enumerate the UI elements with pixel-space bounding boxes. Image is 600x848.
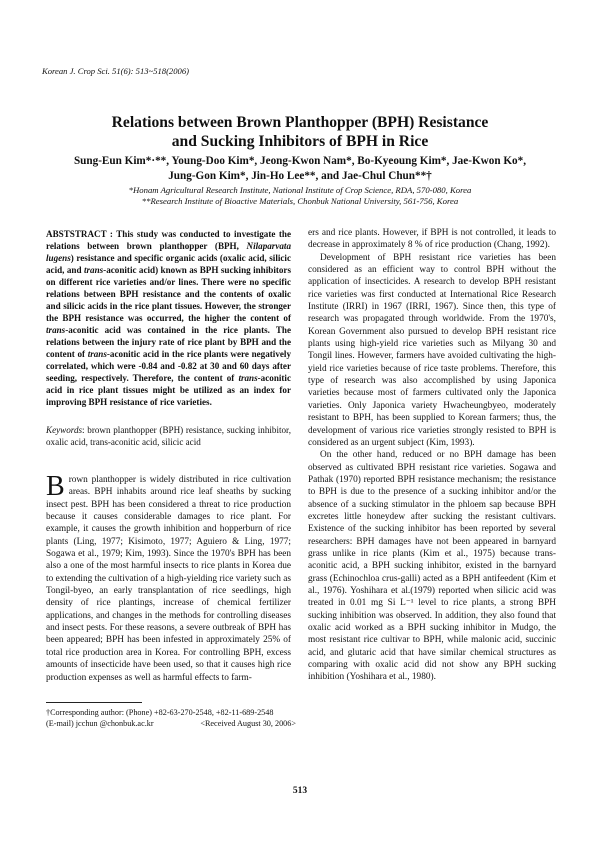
abstract-trans-1: trans: [83, 265, 104, 275]
intro-paragraph: [46, 471, 291, 684]
intro-text: rown planthopper is widely distributed in rice cultivation areas. BPH inhabits around rice leaf sheaths by sucking insect pest. BPH has been considered a threat to rice production because it causes considerable damages to rice plant. For example, it causes the growth inhibition and hopperburn of rice plants (Ling, 1977; Kisimoto, 1977; Aguiero & Ling, 1977; Sogawa et al., 1979; Kim, 1993). Since the 1970's BPH has been also a one of the most harmful insects to rice plants in Korea due to extending the cultivation of a high-yielding rice variety such as Tongil-byeo, an early transplantation of rice seedlings, high density of rice plantings, increase of chemical fertilizer applications, and changes in the methods for controlling diseases and insect pests. For these reasons, a severe outbreak of BPH has been appeared; BPH has been infested in approximately 25% of total rice production area in Korea. For controlling BPH, excess amounts of insecticide have been used, so that it causes high rice production expenses as well as harmful effects to farm-: [46, 475, 291, 683]
authors-line-2: Jung-Gon Kim*, Jin-Ho Lee**, and Jae-Chul Chun**†: [168, 170, 432, 182]
abstract-species-name: Nilaparvata lugens: [46, 241, 291, 263]
abstract-label: ABSTSTRACT :: [46, 229, 113, 239]
intro-column: [46, 471, 291, 684]
affiliations: [40, 185, 560, 207]
abstract-text-5: -aconitic acid in the rice plants were negatively correlated, which were -0.84 and -0.82 at 30 and 60 days after seeding, respectively. Therefore, the content of: [46, 349, 291, 383]
abstract-text-6: -aconitic acid in rice plant tissues might be utilized as an index for improving BPH resistance of rice varieties.: [46, 373, 291, 407]
abstract-trans-2: trans: [46, 325, 66, 335]
journal-header: Korean J. Crop Sci. 51(6): 513~518(2006): [42, 66, 189, 76]
keywords-text: : brown planthopper (BPH) resistance, sucking inhibitor, oxalic acid, trans-aconitic acid, silicic acid: [46, 425, 291, 447]
abstract-trans-4: trans: [238, 373, 258, 383]
footnote-corresponding: †Corresponding author: (Phone) +82-63-270-2548, +82-11-689-2548: [46, 708, 274, 717]
affiliation-2: **Research Institute of Bioactive Materials, Chonbuk National University, 561-756, Korea: [141, 196, 459, 206]
page-number: 513: [292, 786, 308, 796]
drop-cap: B: [46, 471, 65, 502]
right-paragraph-2: Development of BPH resistant rice varieties has been considered as an efficient way to control BPH without the application of insecticides. A research to develop BPH resistant rice varieties was first conducted at International Rice Research Institute (IRRI) in 1967 (IRRI, 1967). Since then, this type of research was propagated through worldwide. From the 1970's, Korean Government also pursued to develop BPH resistant rice plants using high-yield rice varieties such as Milyang 30 and Tongil lines. However, farmers have avoided cultivating the high-yield rice varieties because of rice taste problems. Therefore, this type of research was also accomplished by using Japonica varieties because most of farmers cultivated only the Japonica varieties. Only Japonica variety Hwacheungbyeo, moderately resistant to BPH, has been supplied to Korean farmers; thus, the development of various rice varieties strongly resisted to BPH is considered as an urgent subject (Kim, 1993).: [308, 252, 556, 448]
title-line-2: and Sucking Inhibitors of BPH in Rice: [171, 133, 429, 150]
title-line-1: Relations between Brown Planthopper (BPH) Resistance: [111, 114, 489, 131]
paper-title: [0, 113, 600, 151]
abstract: [46, 228, 291, 408]
footnote-email: (E-mail) jcchun @chonbuk.ac.kr: [46, 719, 154, 728]
affiliation-1: *Honam Agricultural Research Institute, National Institute of Crop Science, RDA, 570-080, Korea: [128, 185, 472, 195]
footnote: [46, 707, 296, 729]
author-list: [40, 154, 560, 184]
abstract-text-1: This study was conducted to investigate the relations between brown planthopper (BPH,: [46, 229, 291, 251]
abstract-trans-3: trans: [87, 349, 107, 359]
right-paragraph-3: On the other hand, reduced or no BPH damage has been observed as cultivated BPH resistant rice varieties. Sogawa and Pathak (1970) reported BPH resistance mechanism; the resistance to BPH is due to the presence of a sucking inhibitor and/or the absence of a sucking stimulator in the phloem sap because BPH excretes little honeydew after sucking the resistant cultivars. Existence of the sucking inhibitor has been reported by several researchers: BPH damages have not been appeared in barnyard grass unlike in rice plants (Kim et al., 1975) because trans-aconitic acid, a BPH sucking inhibitor, existed in the barnyard grass (Echinochloa crus-galli) acted as a BPH antifeedent (Kim et al., 1976). Yoshihara et al.(1979) reported when silicic acid was treated in 0.01 mg Si L⁻¹ level to rice plants, a strong BPH sucking inhibition was observed. In addition, they also found that oxalic acid worked as a BPH sucking inhibitor in Mudgo, the most resistant rice cultivar to BPH, while malonic acid, succinic acid, and glutaric acid that have similar chemical structures as comparing with oxalic acid did not show any BPH sucking inhibition (Yoshihara et al., 1980).: [308, 450, 556, 683]
footnote-received: <Received August 30, 2006>: [200, 719, 296, 728]
right-paragraph-1: ers and rice plants. However, if BPH is not controlled, it leads to decrease in approximately 8 % of rice production (Chang, 1992).: [308, 228, 556, 251]
keywords: [46, 424, 291, 448]
abstract-text-3: -aconitic acid) known as BPH sucking inhibitors on different rice varieties and/or lines. There were no specific relations between BPH resistance and the contents of oxalic and silicic acids in the rice plant tissues. However, the stronger the BPH resistance was occurred, the higher the content of: [46, 265, 291, 323]
keywords-label: Keywords: [46, 425, 83, 435]
footnote-row: [46, 718, 296, 729]
abstract-text-2: ) resistance and specific organic acids (oxalic acid, silicic acid, and: [46, 253, 291, 275]
authors-line-1: Sung-Eun Kim*·**, Young-Doo Kim*, Jeong-Kwon Nam*, Bo-Kyeoung Kim*, Jae-Kwon Ko*,: [73, 155, 527, 167]
abstract-text-4: -aconitic acid was contained in the rice plants. The relations between the injury rate of rice plant by BPH and the content of: [46, 325, 291, 359]
footnote-rule: [46, 702, 142, 703]
right-column: [308, 227, 556, 684]
